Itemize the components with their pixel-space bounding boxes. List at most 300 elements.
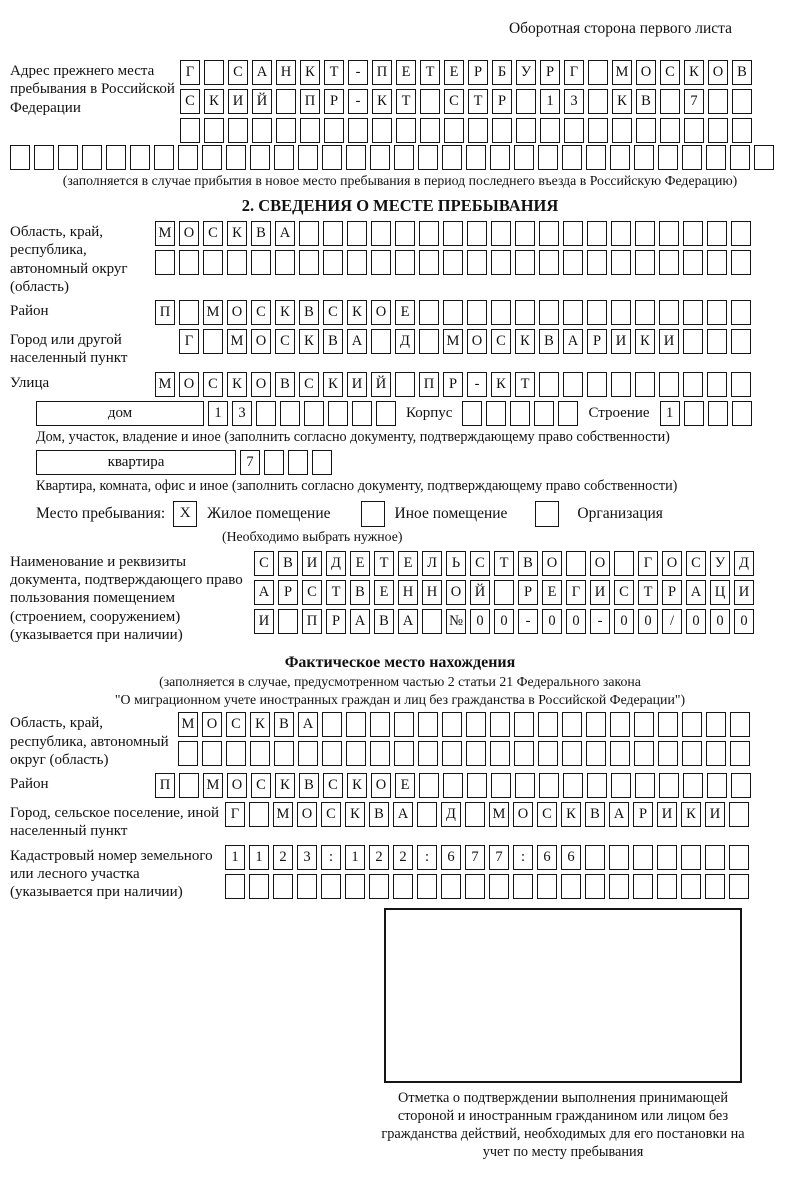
char-box[interactable] (705, 874, 725, 899)
char-box[interactable]: М (155, 221, 175, 246)
fact-oblast-line-1[interactable] (178, 712, 754, 737)
char-box[interactable] (288, 450, 308, 475)
char-box[interactable]: А (252, 60, 272, 85)
char-box[interactable] (659, 221, 679, 246)
char-box[interactable]: 2 (369, 845, 389, 870)
char-box[interactable]: Г (564, 60, 584, 85)
char-box[interactable]: А (275, 221, 295, 246)
char-box[interactable] (322, 741, 342, 766)
char-box[interactable] (614, 551, 634, 576)
char-box[interactable] (706, 145, 726, 170)
char-box[interactable]: О (708, 60, 728, 85)
char-box[interactable] (418, 712, 438, 737)
char-box[interactable]: В (369, 802, 389, 827)
char-box[interactable] (561, 874, 581, 899)
char-box[interactable]: : (321, 845, 341, 870)
char-box[interactable] (10, 145, 30, 170)
char-box[interactable] (264, 450, 284, 475)
char-box[interactable] (657, 874, 677, 899)
prev-address-line-1[interactable] (180, 60, 756, 85)
char-box[interactable] (585, 874, 605, 899)
char-box[interactable]: Р (492, 89, 512, 114)
char-box[interactable]: О (446, 580, 466, 605)
char-box[interactable] (538, 741, 558, 766)
char-box[interactable] (442, 712, 462, 737)
char-box[interactable]: М (203, 773, 223, 798)
char-box[interactable]: Е (374, 580, 394, 605)
char-box[interactable]: 7 (465, 845, 485, 870)
char-box[interactable] (489, 874, 509, 899)
char-box[interactable]: К (684, 60, 704, 85)
char-box[interactable] (322, 145, 342, 170)
char-box[interactable] (731, 300, 751, 325)
fact-oblast-line-2[interactable] (178, 741, 754, 766)
char-box[interactable] (635, 250, 655, 275)
char-box[interactable] (204, 60, 224, 85)
char-box[interactable] (228, 118, 248, 143)
char-box[interactable] (394, 712, 414, 737)
char-box[interactable] (420, 89, 440, 114)
char-box[interactable]: А (609, 802, 629, 827)
char-box[interactable] (256, 401, 276, 426)
char-box[interactable] (395, 221, 415, 246)
char-box[interactable] (585, 845, 605, 870)
char-box[interactable]: Т (638, 580, 658, 605)
char-box[interactable] (587, 372, 607, 397)
char-box[interactable]: 0 (710, 609, 730, 634)
char-box[interactable] (730, 712, 750, 737)
char-box[interactable]: А (254, 580, 274, 605)
char-box[interactable]: В (274, 712, 294, 737)
char-box[interactable] (179, 300, 199, 325)
char-box[interactable] (660, 118, 680, 143)
char-box[interactable] (683, 221, 703, 246)
char-box[interactable]: С (491, 329, 511, 354)
char-box[interactable]: В (539, 329, 559, 354)
char-box[interactable] (346, 712, 366, 737)
char-box[interactable] (179, 250, 199, 275)
char-box[interactable]: К (515, 329, 535, 354)
char-box[interactable] (273, 874, 293, 899)
char-box[interactable] (633, 874, 653, 899)
char-box[interactable] (249, 802, 269, 827)
char-box[interactable] (393, 874, 413, 899)
char-box[interactable]: : (513, 845, 533, 870)
char-box[interactable]: С (470, 551, 490, 576)
char-box[interactable] (659, 300, 679, 325)
char-box[interactable]: С (323, 773, 343, 798)
char-box[interactable] (683, 300, 703, 325)
char-box[interactable] (491, 221, 511, 246)
char-box[interactable] (564, 118, 584, 143)
char-box[interactable]: Т (420, 60, 440, 85)
char-box[interactable] (634, 145, 654, 170)
char-box[interactable]: С (660, 60, 680, 85)
char-box[interactable] (563, 372, 583, 397)
char-box[interactable] (370, 145, 390, 170)
char-box[interactable] (371, 221, 391, 246)
char-box[interactable]: М (203, 300, 223, 325)
char-box[interactable] (34, 145, 54, 170)
char-box[interactable] (490, 712, 510, 737)
char-box[interactable] (467, 773, 487, 798)
char-box[interactable] (587, 250, 607, 275)
char-box[interactable]: С (226, 712, 246, 737)
char-box[interactable] (682, 741, 702, 766)
char-box[interactable] (609, 845, 629, 870)
char-box[interactable] (731, 372, 751, 397)
char-box[interactable]: 6 (561, 845, 581, 870)
char-box[interactable]: В (636, 89, 656, 114)
char-box[interactable] (178, 741, 198, 766)
char-box[interactable] (312, 450, 332, 475)
char-box[interactable] (346, 741, 366, 766)
char-box[interactable]: 7 (684, 89, 704, 114)
char-box[interactable]: Е (398, 551, 418, 576)
char-box[interactable]: С (254, 551, 274, 576)
char-box[interactable]: - (518, 609, 538, 634)
char-box[interactable] (250, 741, 270, 766)
char-box[interactable] (633, 845, 653, 870)
kadastr-line-2[interactable] (225, 874, 753, 899)
char-box[interactable] (321, 874, 341, 899)
char-box[interactable] (707, 372, 727, 397)
char-box[interactable]: М (273, 802, 293, 827)
gorod-line[interactable] (179, 329, 755, 354)
char-box[interactable]: К (323, 372, 343, 397)
char-box[interactable] (491, 250, 511, 275)
char-box[interactable] (706, 712, 726, 737)
char-box[interactable]: 3 (297, 845, 317, 870)
char-box[interactable] (417, 874, 437, 899)
char-box[interactable] (225, 874, 245, 899)
char-box[interactable] (539, 250, 559, 275)
char-box[interactable]: Р (662, 580, 682, 605)
char-box[interactable]: А (298, 712, 318, 737)
char-box[interactable]: К (372, 89, 392, 114)
char-box[interactable] (516, 118, 536, 143)
char-box[interactable] (250, 145, 270, 170)
char-box[interactable] (249, 874, 269, 899)
char-box[interactable] (539, 773, 559, 798)
char-box[interactable]: М (612, 60, 632, 85)
char-box[interactable] (611, 300, 631, 325)
char-box[interactable] (422, 609, 442, 634)
char-box[interactable] (681, 845, 701, 870)
char-box[interactable]: Р (633, 802, 653, 827)
char-box[interactable] (563, 250, 583, 275)
char-box[interactable]: П (155, 300, 175, 325)
char-box[interactable] (612, 118, 632, 143)
char-box[interactable]: М (178, 712, 198, 737)
char-box[interactable]: В (299, 773, 319, 798)
char-box[interactable] (394, 145, 414, 170)
prev-address-line-4[interactable] (10, 145, 790, 170)
char-box[interactable] (494, 580, 514, 605)
checkbox-zhiloe[interactable]: X (173, 501, 197, 527)
char-box[interactable]: И (254, 609, 274, 634)
char-box[interactable]: Д (395, 329, 415, 354)
char-box[interactable]: Н (398, 580, 418, 605)
char-box[interactable] (660, 89, 680, 114)
char-box[interactable]: Т (326, 580, 346, 605)
char-box[interactable] (563, 773, 583, 798)
char-box[interactable] (635, 773, 655, 798)
char-box[interactable] (202, 741, 222, 766)
char-box[interactable]: - (348, 89, 368, 114)
char-box[interactable]: 2 (273, 845, 293, 870)
char-box[interactable]: О (297, 802, 317, 827)
char-box[interactable] (708, 401, 728, 426)
char-box[interactable]: И (611, 329, 631, 354)
char-box[interactable]: 0 (494, 609, 514, 634)
char-box[interactable] (635, 300, 655, 325)
ulitsa-line[interactable] (155, 372, 755, 397)
char-box[interactable]: К (612, 89, 632, 114)
char-box[interactable] (276, 118, 296, 143)
char-box[interactable]: В (278, 551, 298, 576)
char-box[interactable] (684, 401, 704, 426)
checkbox-organizatsiya[interactable] (535, 501, 559, 527)
char-box[interactable]: О (202, 712, 222, 737)
char-box[interactable] (610, 712, 630, 737)
char-box[interactable]: - (467, 372, 487, 397)
char-box[interactable]: О (590, 551, 610, 576)
fact-gorod-line[interactable] (225, 802, 753, 827)
char-box[interactable]: 6 (441, 845, 461, 870)
char-box[interactable] (732, 401, 752, 426)
char-box[interactable]: К (561, 802, 581, 827)
char-box[interactable] (346, 145, 366, 170)
char-box[interactable] (376, 401, 396, 426)
char-box[interactable] (587, 773, 607, 798)
char-box[interactable] (419, 329, 439, 354)
char-box[interactable]: С (228, 60, 248, 85)
char-box[interactable] (657, 845, 677, 870)
char-box[interactable]: Т (468, 89, 488, 114)
char-box[interactable] (179, 773, 199, 798)
char-box[interactable]: К (635, 329, 655, 354)
char-box[interactable]: Н (276, 60, 296, 85)
char-box[interactable] (705, 845, 725, 870)
char-box[interactable] (347, 221, 367, 246)
char-box[interactable] (395, 372, 415, 397)
char-box[interactable] (490, 741, 510, 766)
char-box[interactable] (372, 118, 392, 143)
char-box[interactable]: О (636, 60, 656, 85)
char-box[interactable] (419, 250, 439, 275)
char-box[interactable]: Ь (446, 551, 466, 576)
char-box[interactable]: Е (444, 60, 464, 85)
char-box[interactable]: Е (350, 551, 370, 576)
char-box[interactable]: О (371, 300, 391, 325)
char-box[interactable] (611, 250, 631, 275)
char-box[interactable]: Т (324, 60, 344, 85)
char-box[interactable] (370, 712, 390, 737)
char-box[interactable] (275, 250, 295, 275)
char-box[interactable]: Р (540, 60, 560, 85)
char-box[interactable]: О (467, 329, 487, 354)
char-box[interactable]: С (203, 372, 223, 397)
char-box[interactable]: 0 (686, 609, 706, 634)
char-box[interactable]: К (491, 372, 511, 397)
char-box[interactable] (515, 773, 535, 798)
document-line-2[interactable] (254, 580, 758, 605)
char-box[interactable]: Г (225, 802, 245, 827)
char-box[interactable] (278, 609, 298, 634)
char-box[interactable] (659, 773, 679, 798)
char-box[interactable]: Ц (710, 580, 730, 605)
char-box[interactable] (204, 118, 224, 143)
char-box[interactable]: О (542, 551, 562, 576)
char-box[interactable]: М (443, 329, 463, 354)
char-box[interactable]: У (516, 60, 536, 85)
char-box[interactable]: Р (326, 609, 346, 634)
char-box[interactable] (371, 250, 391, 275)
char-box[interactable] (609, 874, 629, 899)
char-box[interactable] (707, 329, 727, 354)
char-box[interactable] (707, 250, 727, 275)
char-box[interactable]: Г (180, 60, 200, 85)
char-box[interactable]: О (227, 300, 247, 325)
char-box[interactable] (467, 221, 487, 246)
dom-type-box[interactable]: дом (36, 401, 204, 426)
char-box[interactable] (328, 401, 348, 426)
char-box[interactable] (611, 372, 631, 397)
char-box[interactable]: С (323, 300, 343, 325)
char-box[interactable] (419, 773, 439, 798)
char-box[interactable] (443, 300, 463, 325)
char-box[interactable] (442, 145, 462, 170)
char-box[interactable] (394, 741, 414, 766)
char-box[interactable] (58, 145, 78, 170)
char-box[interactable] (300, 118, 320, 143)
stroenie-boxes[interactable] (660, 401, 756, 426)
char-box[interactable] (566, 551, 586, 576)
char-box[interactable] (130, 145, 150, 170)
char-box[interactable]: В (350, 580, 370, 605)
char-box[interactable] (659, 372, 679, 397)
char-box[interactable] (417, 802, 437, 827)
char-box[interactable] (659, 250, 679, 275)
char-box[interactable]: 0 (470, 609, 490, 634)
char-box[interactable] (634, 741, 654, 766)
char-box[interactable]: 1 (225, 845, 245, 870)
checkbox-inoe[interactable] (361, 501, 385, 527)
char-box[interactable]: Й (252, 89, 272, 114)
char-box[interactable]: П (300, 89, 320, 114)
char-box[interactable]: В (251, 221, 271, 246)
char-box[interactable]: В (275, 372, 295, 397)
char-box[interactable] (348, 118, 368, 143)
char-box[interactable]: Е (396, 60, 416, 85)
char-box[interactable] (322, 712, 342, 737)
char-box[interactable]: С (686, 551, 706, 576)
raion-line[interactable] (155, 300, 755, 325)
kvartira-number-boxes[interactable] (240, 450, 336, 475)
char-box[interactable]: С (251, 300, 271, 325)
prev-address-line-3[interactable] (180, 118, 756, 143)
char-box[interactable]: К (300, 60, 320, 85)
char-box[interactable]: 1 (249, 845, 269, 870)
char-box[interactable] (396, 118, 416, 143)
char-box[interactable] (299, 221, 319, 246)
char-box[interactable]: П (302, 609, 322, 634)
char-box[interactable] (467, 250, 487, 275)
char-box[interactable] (226, 741, 246, 766)
char-box[interactable]: И (659, 329, 679, 354)
char-box[interactable]: М (489, 802, 509, 827)
char-box[interactable]: Р (468, 60, 488, 85)
char-box[interactable]: 3 (564, 89, 584, 114)
char-box[interactable]: Б (492, 60, 512, 85)
char-box[interactable]: - (590, 609, 610, 634)
char-box[interactable] (491, 300, 511, 325)
char-box[interactable]: И (734, 580, 754, 605)
char-box[interactable]: А (350, 609, 370, 634)
char-box[interactable] (441, 874, 461, 899)
char-box[interactable]: Р (324, 89, 344, 114)
char-box[interactable]: В (299, 300, 319, 325)
char-box[interactable] (586, 145, 606, 170)
char-box[interactable]: № (446, 609, 466, 634)
dom-number-boxes[interactable] (208, 401, 400, 426)
char-box[interactable] (708, 89, 728, 114)
char-box[interactable] (203, 250, 223, 275)
char-box[interactable] (298, 741, 318, 766)
char-box[interactable] (251, 250, 271, 275)
char-box[interactable] (465, 802, 485, 827)
korpus-boxes[interactable] (462, 401, 582, 426)
char-box[interactable] (610, 145, 630, 170)
char-box[interactable] (731, 250, 751, 275)
char-box[interactable] (586, 741, 606, 766)
char-box[interactable] (537, 874, 557, 899)
char-box[interactable] (562, 741, 582, 766)
char-box[interactable]: Т (515, 372, 535, 397)
char-box[interactable] (558, 401, 578, 426)
prev-address-line-2[interactable] (180, 89, 756, 114)
char-box[interactable]: 7 (240, 450, 260, 475)
char-box[interactable]: 2 (393, 845, 413, 870)
char-box[interactable] (492, 118, 512, 143)
char-box[interactable]: 3 (232, 401, 252, 426)
char-box[interactable] (345, 874, 365, 899)
char-box[interactable]: Д (326, 551, 346, 576)
char-box[interactable] (683, 329, 703, 354)
char-box[interactable]: А (563, 329, 583, 354)
char-box[interactable] (180, 118, 200, 143)
char-box[interactable]: 1 (540, 89, 560, 114)
char-box[interactable]: К (250, 712, 270, 737)
char-box[interactable]: Е (395, 773, 415, 798)
char-box[interactable]: С (251, 773, 271, 798)
char-box[interactable]: К (227, 372, 247, 397)
char-box[interactable]: К (347, 773, 367, 798)
char-box[interactable] (106, 145, 126, 170)
char-box[interactable] (298, 145, 318, 170)
char-box[interactable] (635, 372, 655, 397)
char-box[interactable] (227, 250, 247, 275)
char-box[interactable]: О (227, 773, 247, 798)
char-box[interactable] (443, 250, 463, 275)
document-line-3[interactable] (254, 609, 758, 634)
char-box[interactable] (706, 741, 726, 766)
char-box[interactable]: И (347, 372, 367, 397)
char-box[interactable] (515, 221, 535, 246)
char-box[interactable] (681, 874, 701, 899)
kvartira-type-box[interactable]: квартира (36, 450, 236, 475)
